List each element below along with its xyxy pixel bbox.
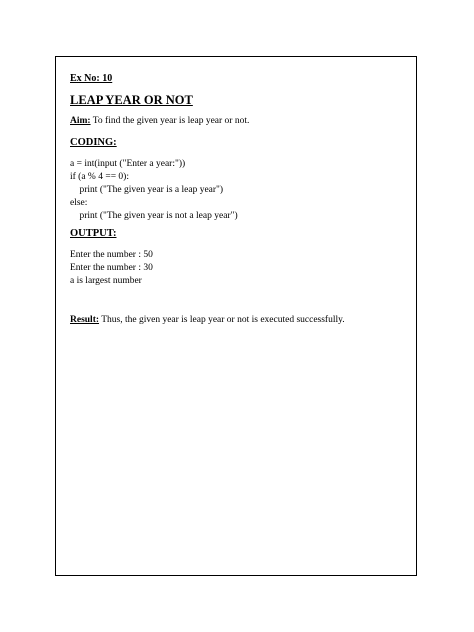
code-line: a = int(input ("Enter a year:")) <box>70 159 186 169</box>
coding-heading: CODING: <box>70 137 117 148</box>
result-text: Thus, the given year is leap year or not is executed successfully. <box>99 315 345 325</box>
output-line: a is largest number <box>70 276 142 286</box>
code-line: if (a % 4 == 0): <box>70 172 129 182</box>
output-line: Enter the number : 50 <box>70 250 153 260</box>
aim-line <box>70 116 249 126</box>
output-heading: OUTPUT: <box>70 228 117 239</box>
page-title: LEAP YEAR OR NOT <box>70 93 193 107</box>
output-block <box>70 249 153 288</box>
result-line <box>70 315 345 325</box>
output-line: Enter the number : 30 <box>70 263 153 273</box>
aim-label: Aim: <box>70 116 91 126</box>
result-label: Result: <box>70 315 100 325</box>
page-frame <box>55 56 417 576</box>
code-line: print ("The given year is not a leap year") <box>70 211 238 221</box>
aim-text: To find the given year is leap year or not. <box>90 116 250 126</box>
exercise-number: Ex No: 10 <box>70 73 113 84</box>
code-line: else: <box>70 198 88 208</box>
code-line: print ("The given year is a leap year") <box>70 185 224 195</box>
code-block <box>70 158 238 223</box>
